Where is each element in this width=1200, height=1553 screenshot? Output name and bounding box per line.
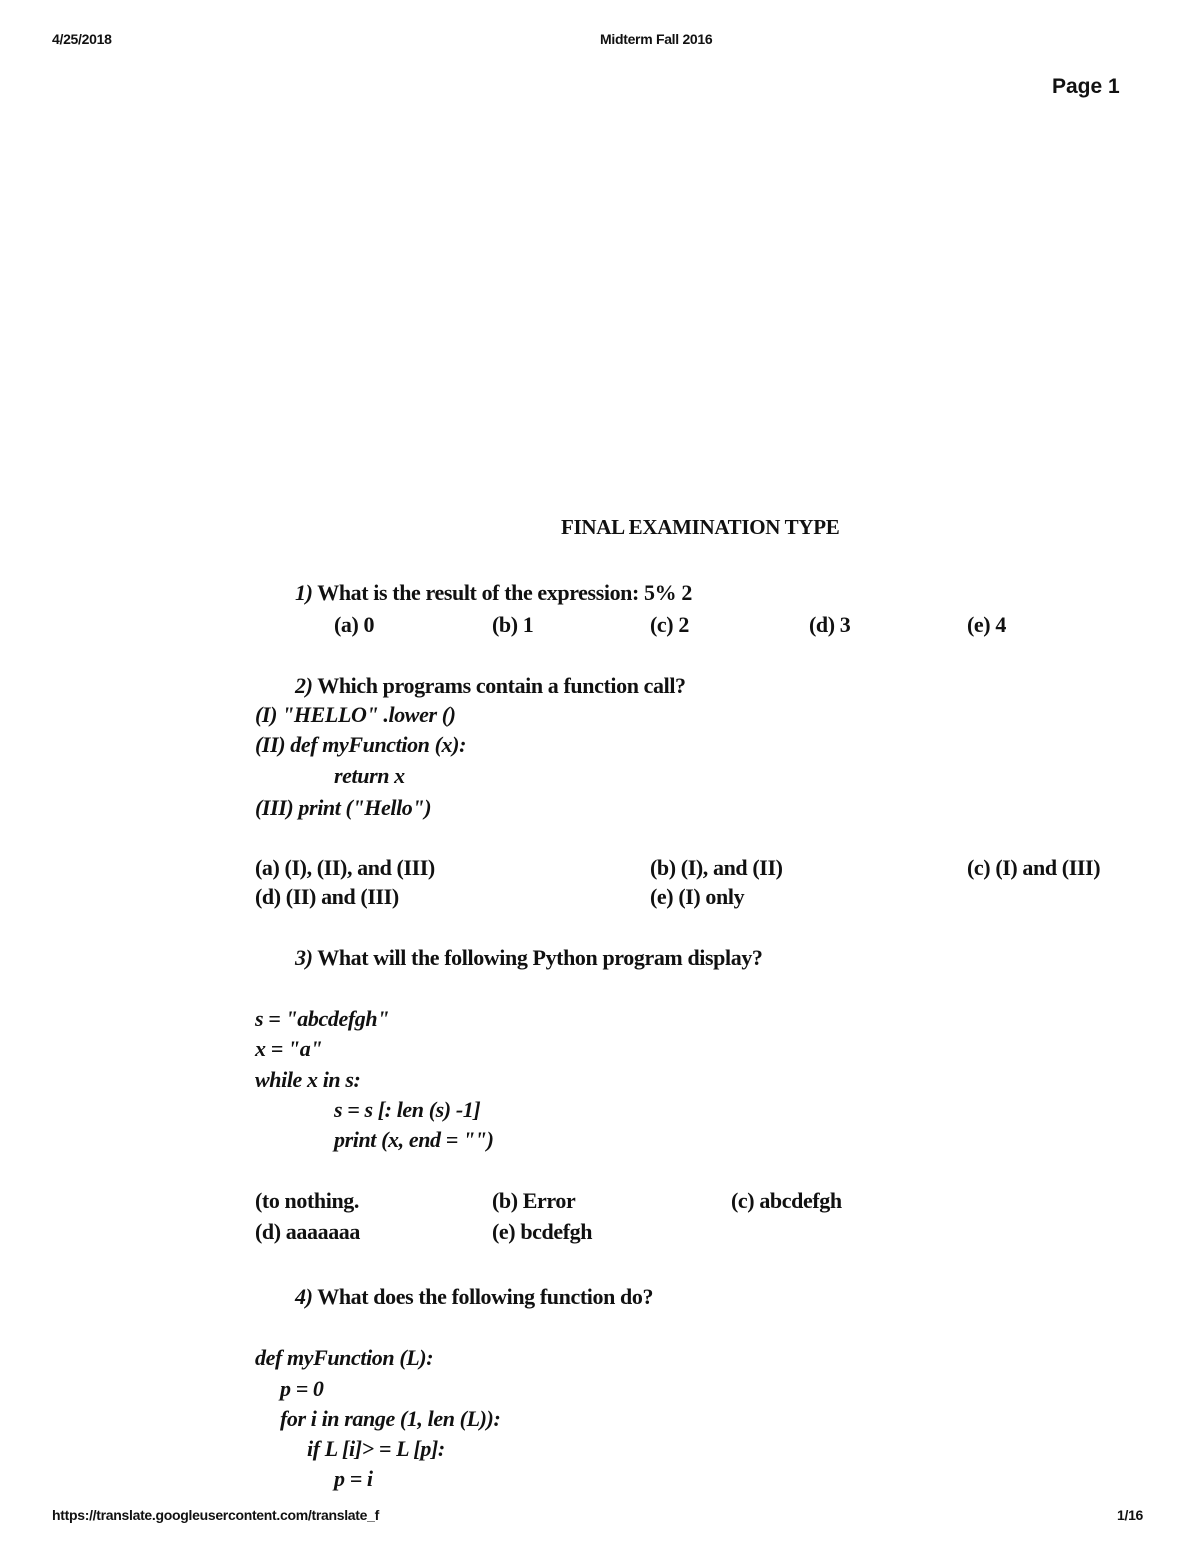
q2-code-line-3: return x	[334, 763, 405, 788]
q3-code-line-1: s = "abcdefgh"	[255, 1006, 390, 1031]
page-label: Page 1	[1052, 75, 1120, 98]
q1-option-e: (e) 4	[967, 612, 1006, 637]
q2-option-e: (e) (I) only	[650, 884, 745, 909]
q1-option-c: (c) 2	[650, 612, 689, 637]
q3-option-e: (e) bcdefgh	[492, 1219, 593, 1244]
q3-option-b: (b) Error	[492, 1188, 576, 1213]
footer-page-count: 1/16	[1117, 1507, 1144, 1523]
q1-option-a: (a) 0	[334, 612, 375, 637]
q4-code-line-5: p = i	[334, 1466, 373, 1491]
question-number: 4)	[295, 1284, 313, 1309]
q3-option-a: (to nothing.	[255, 1188, 359, 1213]
question-1	[295, 580, 692, 606]
question-text: What is the result of the expression: 5% 2	[317, 580, 692, 605]
question-3	[295, 945, 763, 971]
q2-option-c: (c) (I) and (III)	[967, 855, 1101, 880]
q1-option-b: (b) 1	[492, 612, 534, 637]
question-text: Which programs contain a function call?	[317, 673, 686, 698]
q4-code-line-3: for i in range (1, len (L)):	[280, 1406, 501, 1431]
q3-code-line-2: x = "a"	[255, 1036, 323, 1061]
q2-code-line-2: (II) def myFunction (x):	[255, 732, 466, 757]
question-4	[295, 1284, 653, 1310]
q4-code-line-1: def myFunction (L):	[255, 1345, 434, 1370]
q4-code-line-4: if L [i]> = L [p]:	[307, 1436, 445, 1461]
q2-code-line-1: (I) "HELLO" .lower ()	[255, 702, 456, 727]
footer-url[interactable]: https://translate.googleusercontent.com/translate_f	[52, 1507, 379, 1523]
q3-option-c: (c) abcdefgh	[731, 1188, 842, 1213]
question-text: What will the following Python program display?	[317, 945, 763, 970]
question-2	[295, 673, 686, 699]
q2-option-d: (d) (II) and (III)	[255, 884, 399, 909]
question-number: 2)	[295, 673, 313, 698]
q2-option-a: (a) (I), (II), and (III)	[255, 855, 435, 880]
print-date: 4/25/2018	[52, 31, 112, 47]
q4-code-line-2: p = 0	[280, 1376, 324, 1401]
q3-option-d: (d) aaaaaaa	[255, 1219, 360, 1244]
q3-code-line-5: print (x, end = "")	[334, 1127, 494, 1152]
question-number: 3)	[295, 945, 313, 970]
q3-code-line-4: s = s [: len (s) -1]	[334, 1097, 481, 1122]
q2-code-line-4: (III) print ("Hello")	[255, 795, 432, 820]
q2-option-b: (b) (I), and (II)	[650, 855, 783, 880]
exam-title: FINAL EXAMINATION TYPE	[561, 515, 840, 539]
q1-option-d: (d) 3	[809, 612, 851, 637]
q3-code-line-3: while x in s:	[255, 1067, 361, 1092]
question-number: 1)	[295, 580, 313, 605]
document-title: Midterm Fall 2016	[600, 31, 713, 47]
question-text: What does the following function do?	[317, 1284, 654, 1309]
